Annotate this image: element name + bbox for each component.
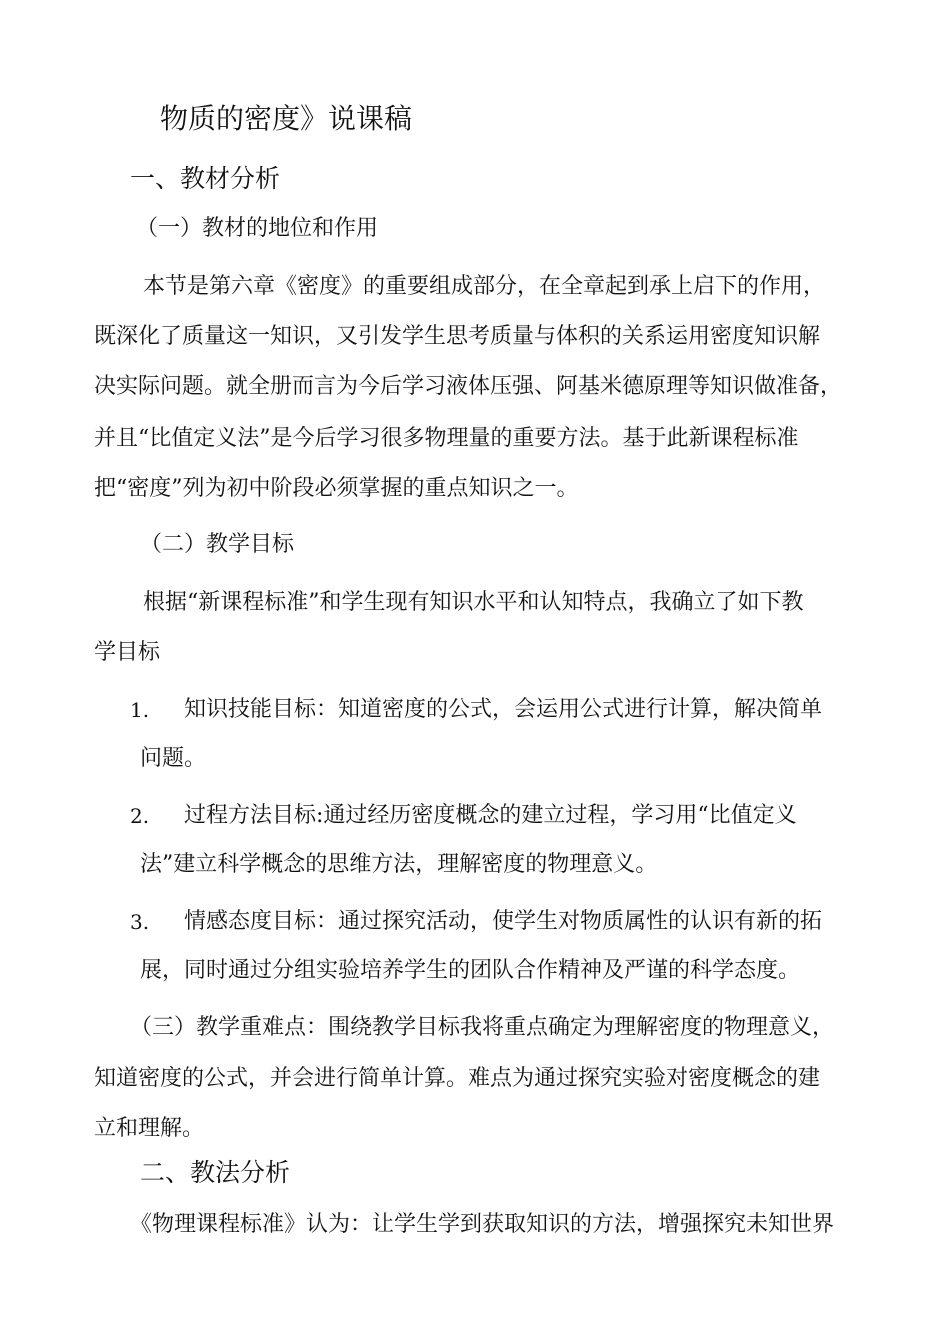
list-item-text: 过程方法目标:通过经历密度概念的建立过程，学习用“比值定义	[184, 803, 797, 828]
paragraph-line: 决实际问题。就全册而言为今后学习液体压强、阿基米德原理等知识做准备，	[94, 374, 843, 399]
list-item-text: 法”建立科学概念的思维方法，理解密度的物理意义。	[140, 852, 658, 877]
list-item-number: 3.	[130, 910, 150, 934]
paragraph-line: 学目标	[94, 640, 161, 665]
list-item-number: 2.	[130, 804, 150, 828]
paragraph-line: 把“密度”列为初中阶段必须掌握的重点知识之一。	[94, 476, 579, 501]
section-heading-1: 一、教材分析	[130, 164, 281, 193]
paragraph-line: 本节是第六章《密度》的重要组成部分，在全章起到承上启下的作用，	[143, 274, 826, 299]
paragraph-line: 根据“新课程标准”和学生现有知识水平和认知特点，我确立了如下教	[143, 590, 804, 615]
paragraph-line: 《物理课程标准》认为：让学生学到获取知识的方法，增强探究未知世界	[130, 1212, 835, 1237]
paragraph-line: 并且“比值定义法”是今后学习很多物理量的重要方法。基于此新课程标准	[94, 426, 799, 451]
paragraph-line: （三）教学重难点：围绕教学目标我将重点确定为理解密度的物理意义，	[130, 1015, 835, 1040]
subsection-heading-2: （二）教学目标	[140, 532, 295, 557]
list-item-number: 1.	[130, 698, 150, 722]
list-item-text: 知识技能目标：知道密度的公式，会运用公式进行计算，解决简单	[184, 697, 823, 722]
list-item-text: 展，同时通过分组实验培养学生的团队合作精神及严谨的科学态度。	[140, 958, 801, 983]
list-item-text: 情感态度目标：通过探究活动，使学生对物质属性的认识有新的拓	[184, 909, 823, 934]
page-title: 物质的密度》说课稿	[160, 102, 413, 135]
paragraph-line: 立和理解。	[94, 1116, 205, 1141]
list-item-text: 问题。	[140, 746, 207, 771]
paragraph-line: 知道密度的公式，并会进行简单计算。难点为通过探究实验对密度概念的建	[94, 1066, 821, 1091]
subsection-heading-1: （一）教材的地位和作用	[136, 216, 379, 241]
section-heading-2: 二、教法分析	[140, 1158, 291, 1187]
paragraph-line: 既深化了质量这一知识，又引发学生思考质量与体积的关系运用密度知识解	[94, 324, 821, 349]
